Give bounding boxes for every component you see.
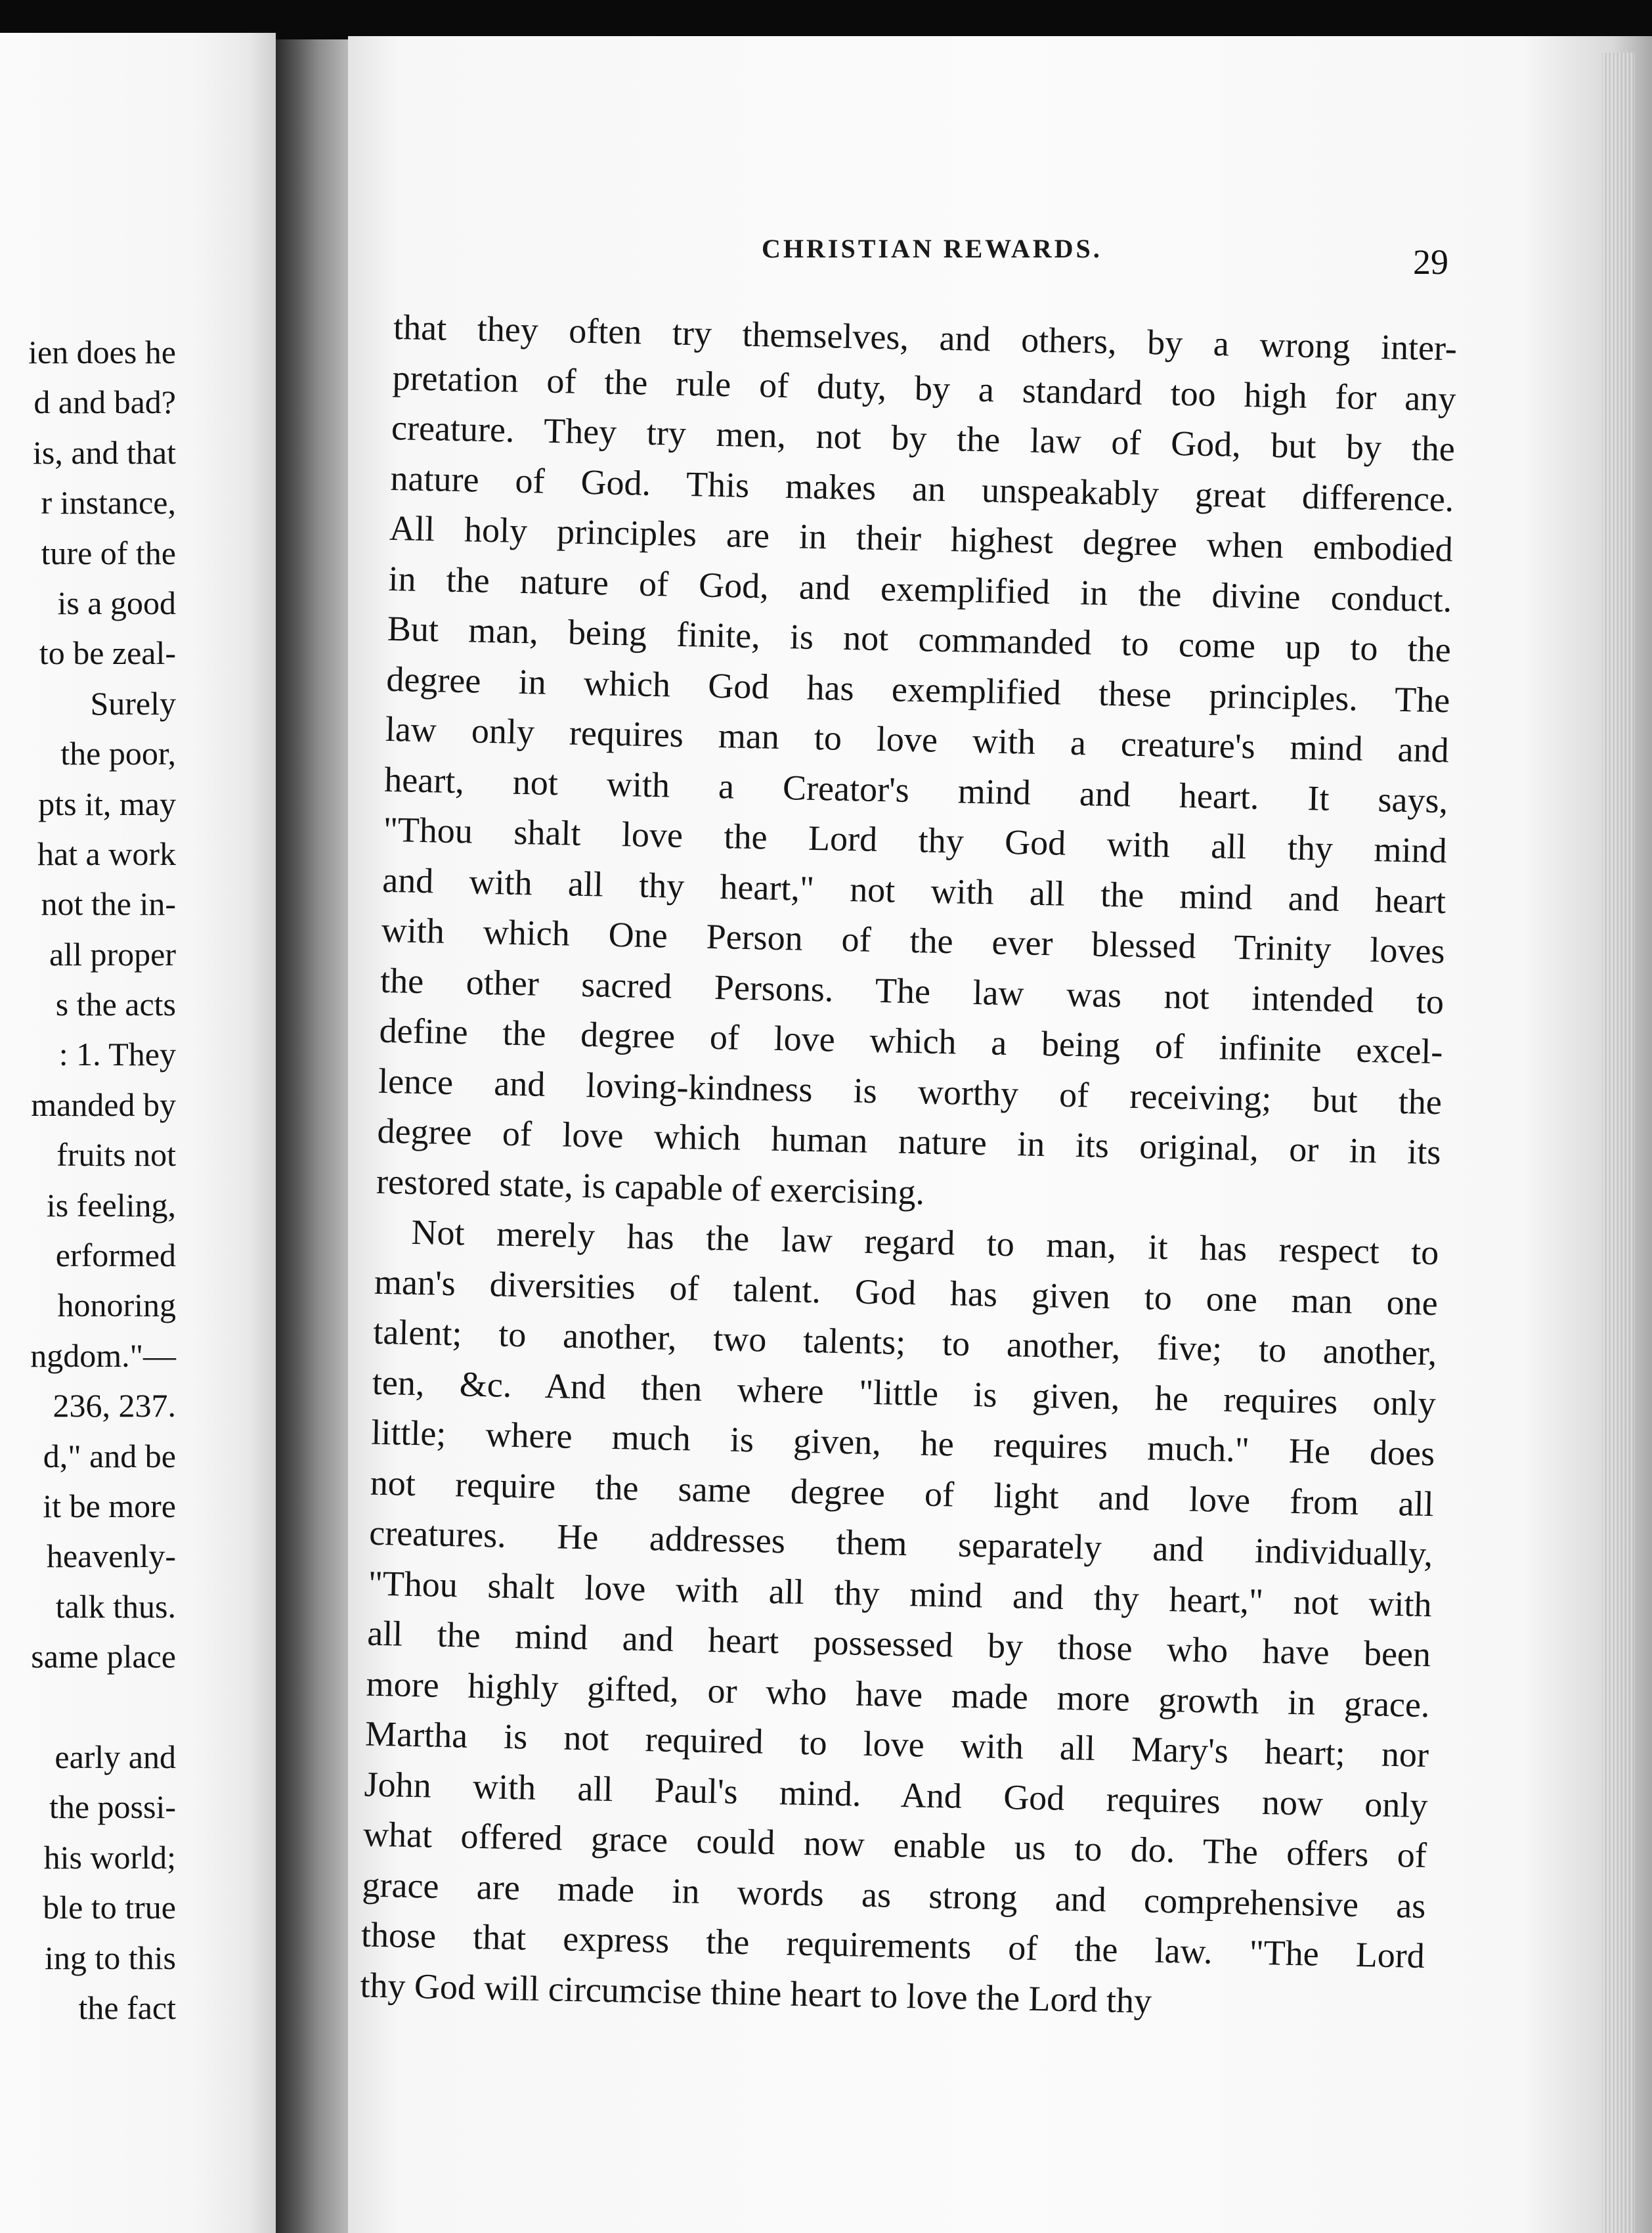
text-line: the other sacred Persons. The law was not intended to [380, 960, 1445, 1021]
facing-page-line: pts it, may [38, 785, 176, 822]
text-line: nature of God. This makes an unspeakably great difference. [390, 458, 1454, 519]
facing-page-line: honoring [57, 1287, 176, 1324]
facing-page-line: : 1. They [58, 1036, 176, 1073]
text-line: John with all Paul's mind. And God requires now only [364, 1764, 1428, 1825]
text-line: degree in which God has exemplified these principles. The [385, 659, 1450, 720]
text-line: all the mind and heart possessed by those who have been [366, 1613, 1431, 1675]
text-line: in the nature of God, and exemplified in the divine conduct. [387, 558, 1452, 619]
facing-page-line: the poor, [60, 735, 176, 772]
facing-page-line: ien does he [28, 334, 176, 370]
facing-page-line: is feeling, [46, 1186, 176, 1224]
book-gutter [276, 39, 348, 2233]
page-edge [1602, 53, 1635, 2233]
facing-page-line: is a good [57, 584, 176, 621]
facing-page-text [28, 327, 176, 2033]
text-line: All holy principles are in their highest degree when embodied [389, 508, 1454, 569]
facing-page-line: erformed [55, 1237, 176, 1274]
text-line: pretation of the rule of duty, by a standard too high for any [392, 357, 1456, 418]
text-line: Martha is not required to love with all Mary's heart; nor [364, 1713, 1429, 1775]
text-line: "Thou shalt love with all thy mind and thy heart," not with [368, 1563, 1433, 1624]
text-line: But man, being finite, is not commanded to come up to the [387, 608, 1452, 670]
text-line: what offered grace could now enable us to do. The offers of [362, 1814, 1427, 1876]
facing-page-line: hat a work [37, 835, 176, 872]
text-line: ten, &c. And then where "little is given, he requires only [372, 1362, 1437, 1423]
text-line: that they often try themselves, and others, by a wrong inter- [393, 307, 1458, 368]
facing-page-line: fruits not [56, 1136, 176, 1174]
facing-page-line [28, 1682, 176, 1732]
text-line: those that express the requirements of the law. "The Lord [360, 1914, 1425, 1976]
text-line: Not merely has the law regard to man, it has respect to [410, 1212, 1439, 1273]
facing-page-line: not the in- [41, 885, 176, 923]
running-head: CHRISTIAN REWARDS. [762, 234, 1102, 263]
text-line: heart, not with a Creator's mind and heart. It says, [383, 759, 1448, 820]
facing-page-line: to be zeal- [39, 634, 176, 672]
text-line: and with all thy heart," not with all the mind and heart [381, 860, 1446, 921]
facing-page-line: d and bad? [33, 384, 176, 421]
text-line: talent; to another, two talents; to another, five; to another, [372, 1312, 1437, 1373]
text-line: little; where much is given, he requires much." He does [370, 1412, 1435, 1474]
facing-page-line: ing to this [44, 1939, 176, 1976]
facing-page-line: manded by [31, 1086, 176, 1123]
text-line: more highly gifted, or who have made more growth in grace. [366, 1664, 1431, 1725]
facing-page-line: 236, 237. [53, 1387, 176, 1425]
text-line: thy God will circumcise thine heart to love the Lord thy [359, 1964, 1152, 2021]
text-line: not require the same degree of light and love from all [370, 1463, 1435, 1524]
text-line: grace are made in words as strong and comprehensive as [362, 1865, 1426, 1926]
facing-page-line: r instance, [41, 484, 176, 521]
text-line: degree of love which human nature in its original, or in its [377, 1111, 1441, 1172]
body-text [360, 302, 1458, 2031]
text-line: lence and loving-kindness is worthy of receiving; but the [378, 1061, 1443, 1122]
facing-page-line: ngdom."— [30, 1337, 176, 1374]
text-line: define the degree of love which a being of infinite excel- [379, 1010, 1444, 1072]
facing-page-line: all proper [49, 935, 176, 973]
facing-page-line: is, and that [32, 433, 176, 471]
facing-page-line: Surely [90, 684, 176, 722]
text-line: "Thou shalt love the Lord thy God with all thy mind [383, 809, 1448, 871]
text-line: law only requires man to love with a creature's mind and [385, 709, 1450, 770]
facing-page-line: his world; [43, 1838, 176, 1876]
text-line: creatures. He addresses them separately and individually, [368, 1513, 1433, 1574]
facing-page-line: ture of the [41, 534, 176, 571]
text-line: creature. They try men, not by the law of God, but by the [391, 407, 1456, 469]
facing-page-line: the possi- [49, 1788, 176, 1826]
facing-page-line: the fact [78, 1989, 176, 2026]
facing-page-line: ble to true [43, 1889, 176, 1926]
page-number: 29 [1413, 242, 1448, 282]
facing-page-left [0, 33, 276, 2233]
facing-page-line: d," and be [43, 1437, 176, 1474]
text-line: man's diversities of talent. God has given to one man one [374, 1262, 1439, 1323]
text-line: restored state, is capable of exercising. [376, 1161, 925, 1212]
facing-page-line: s the acts [55, 986, 176, 1023]
text-line: with which One Person of the ever blessed Trinity loves [381, 910, 1446, 971]
facing-page-line: early and [54, 1738, 176, 1775]
paragraph-1 [376, 302, 1457, 1227]
paragraph-2 [360, 1206, 1439, 2031]
facing-page-line: it be more [43, 1487, 176, 1524]
facing-page-line: heavenly- [46, 1537, 176, 1575]
facing-page-line: talk thus. [55, 1587, 176, 1625]
facing-page-line: same place [31, 1638, 176, 1675]
